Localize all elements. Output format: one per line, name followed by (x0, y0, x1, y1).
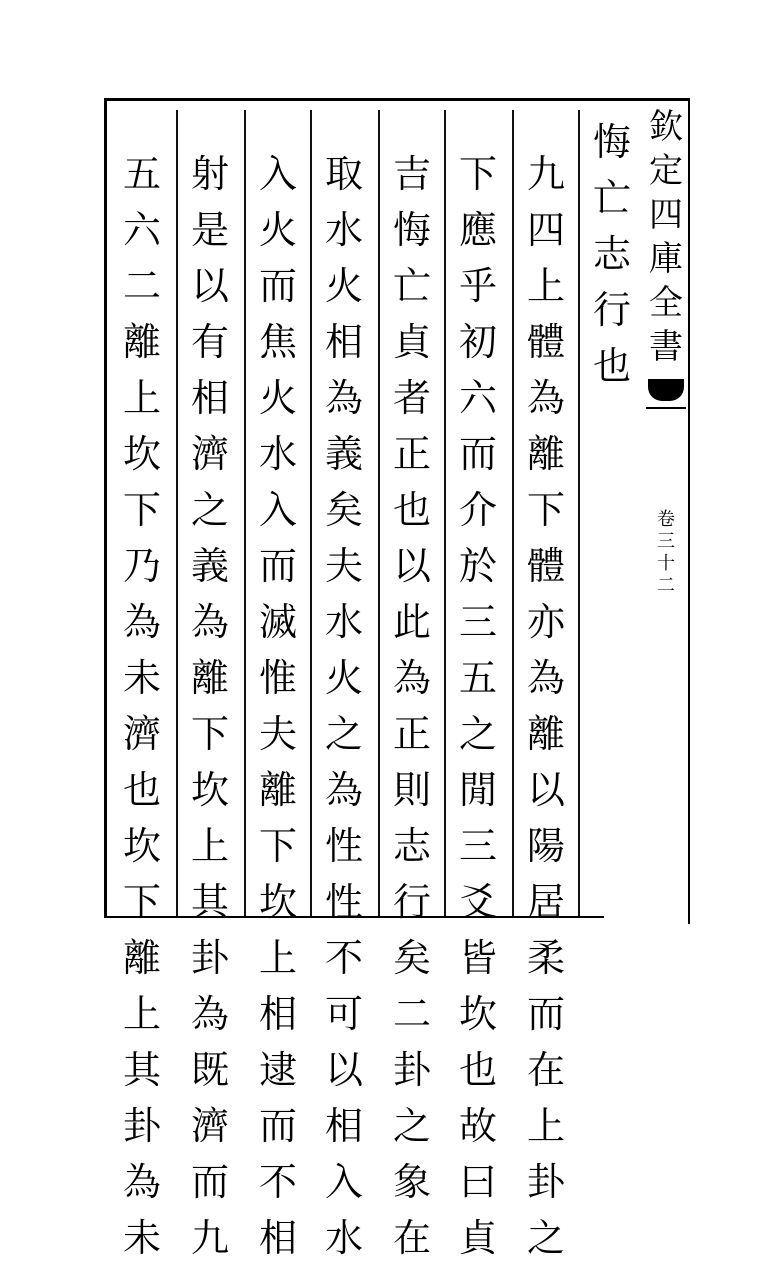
text-char: 乎 (458, 264, 497, 308)
text-char: 介 (458, 488, 497, 532)
volume-label (657, 509, 675, 597)
column-rule (310, 110, 312, 916)
text-char: 之 (324, 712, 363, 756)
text-char: 貞 (458, 1216, 497, 1260)
text-char: 離 (122, 320, 161, 364)
text-char: 上 (122, 376, 161, 420)
text-char: 水 (324, 1216, 363, 1260)
title-char: 四 (649, 195, 683, 235)
fish-tail-mark (648, 379, 684, 401)
title-char: 全 (649, 283, 683, 323)
text-char: 也 (392, 488, 431, 532)
text-char: 下 (190, 712, 229, 756)
text-char: 三 (458, 600, 497, 644)
text-char: 義 (190, 544, 229, 588)
text-char: 貞 (392, 320, 431, 364)
text-char: 離 (526, 712, 565, 756)
text-char: 卦 (392, 1048, 431, 1092)
text-char: 之 (458, 712, 497, 756)
text-char: 濟 (122, 712, 161, 756)
text-char: 六 (122, 208, 161, 252)
volume-char: 二 (657, 575, 675, 596)
text-char: 象 (392, 1160, 431, 1204)
text-char: 居 (526, 880, 565, 924)
text-char: 吉 (392, 152, 431, 196)
text-char: 悔 (392, 208, 431, 252)
text-char: 之 (190, 488, 229, 532)
text-char: 九 (526, 152, 565, 196)
text-char: 相 (190, 376, 229, 420)
text-char: 而 (190, 1160, 229, 1204)
text-char: 性 (324, 824, 363, 868)
text-char: 火 (324, 264, 363, 308)
collection-title (649, 105, 683, 369)
text-char: 亦 (526, 600, 565, 644)
margin-divider (646, 407, 686, 409)
text-char: 為 (526, 376, 565, 420)
text-char: 二 (392, 992, 431, 1036)
text-char: 志 (592, 232, 631, 276)
column-rule (176, 110, 178, 916)
text-char: 志 (392, 824, 431, 868)
text-column (384, 146, 440, 1266)
text-char: 滅 (258, 600, 297, 644)
text-char: 則 (392, 768, 431, 812)
text-char: 夫 (324, 544, 363, 588)
text-char: 乃 (122, 544, 161, 588)
text-char: 以 (392, 544, 431, 588)
text-char: 上 (258, 936, 297, 980)
text-char: 應 (458, 208, 497, 252)
title-char: 庫 (649, 239, 683, 279)
text-char: 義 (324, 432, 363, 476)
text-char: 曰 (458, 1160, 497, 1204)
title-char: 欽 (649, 107, 683, 147)
text-char: 亡 (392, 264, 431, 308)
text-char: 故 (458, 1104, 497, 1148)
text-char: 下 (122, 488, 161, 532)
text-char: 火 (258, 376, 297, 420)
text-char: 以 (324, 1048, 363, 1092)
text-char: 火 (258, 208, 297, 252)
text-char: 水 (258, 432, 297, 476)
text-char: 惟 (258, 656, 297, 700)
text-char: 為 (526, 656, 565, 700)
text-char: 取 (324, 152, 363, 196)
text-char: 下 (526, 488, 565, 532)
text-char: 皆 (458, 936, 497, 980)
text-char: 下 (122, 880, 161, 924)
text-char: 既 (190, 1048, 229, 1092)
title-char: 定 (649, 151, 683, 191)
text-char: 未 (122, 656, 161, 700)
text-column (584, 114, 640, 394)
volume-char: 十 (657, 553, 675, 574)
text-char: 爻 (458, 880, 497, 924)
text-char: 於 (458, 544, 497, 588)
text-char: 離 (526, 432, 565, 476)
text-char: 五 (122, 152, 161, 196)
text-char: 為 (190, 992, 229, 1036)
text-char: 正 (392, 432, 431, 476)
text-char: 而 (258, 264, 297, 308)
page-frame (104, 98, 688, 1260)
text-char: 為 (190, 600, 229, 644)
text-char: 坎 (122, 432, 161, 476)
text-char: 上 (122, 992, 161, 1036)
frame-left-rule (104, 98, 107, 918)
text-char: 不 (258, 1160, 297, 1204)
text-char: 也 (122, 768, 161, 812)
text-char: 在 (392, 1216, 431, 1260)
text-char: 濟 (190, 432, 229, 476)
text-char: 為 (122, 600, 161, 644)
text-char: 也 (458, 1048, 497, 1092)
text-column (316, 146, 372, 1266)
text-char: 矣 (324, 488, 363, 532)
text-char: 相 (258, 1216, 297, 1260)
text-char: 四 (526, 208, 565, 252)
column-rule (378, 110, 380, 916)
text-char: 為 (392, 656, 431, 700)
text-char: 以 (190, 264, 229, 308)
title-char: 書 (649, 327, 683, 367)
column-rule (244, 110, 246, 916)
text-char: 而 (526, 992, 565, 1036)
text-column (250, 146, 306, 1266)
text-char: 坎 (458, 992, 497, 1036)
text-char: 卦 (122, 1104, 161, 1148)
text-char: 為 (122, 1160, 161, 1204)
text-char: 未 (122, 1216, 161, 1260)
text-char: 五 (458, 656, 497, 700)
text-char: 入 (324, 1160, 363, 1204)
text-char: 九 (190, 1216, 229, 1260)
text-char: 者 (392, 376, 431, 420)
text-char: 水 (324, 208, 363, 252)
text-char: 下 (458, 152, 497, 196)
text-char: 三 (458, 824, 497, 868)
text-char: 初 (458, 320, 497, 364)
text-char: 為 (324, 376, 363, 420)
text-char: 其 (190, 880, 229, 924)
text-char: 離 (258, 768, 297, 812)
text-column (450, 146, 506, 1266)
column-rule (444, 110, 446, 916)
text-char: 坎 (190, 768, 229, 812)
text-char: 相 (324, 1104, 363, 1148)
text-char: 卦 (526, 1160, 565, 1204)
text-char: 入 (258, 152, 297, 196)
text-char: 體 (526, 544, 565, 588)
column-rule (512, 110, 514, 916)
text-char: 行 (392, 880, 431, 924)
frame-top-rule (104, 98, 688, 101)
text-char: 之 (526, 1216, 565, 1260)
text-char: 閒 (458, 768, 497, 812)
text-char: 有 (190, 320, 229, 364)
text-char: 逮 (258, 1048, 297, 1092)
text-char: 柔 (526, 936, 565, 980)
text-char: 是 (190, 208, 229, 252)
text-char: 可 (324, 992, 363, 1036)
text-char: 相 (258, 992, 297, 1036)
text-char: 火 (324, 656, 363, 700)
text-char: 上 (190, 824, 229, 868)
text-char: 矣 (392, 936, 431, 980)
text-column (114, 146, 170, 1266)
text-char: 其 (122, 1048, 161, 1092)
text-char: 以 (526, 768, 565, 812)
text-char: 坎 (122, 824, 161, 868)
text-char: 上 (526, 1104, 565, 1148)
text-char: 而 (258, 544, 297, 588)
text-column (182, 146, 238, 1266)
text-char: 離 (122, 936, 161, 980)
text-char: 體 (526, 320, 565, 364)
text-char: 悔 (592, 120, 631, 164)
column-rule (578, 110, 580, 916)
text-char: 坎 (258, 880, 297, 924)
volume-char: 卷 (657, 509, 675, 530)
text-char: 為 (324, 768, 363, 812)
text-char: 行 (592, 288, 631, 332)
volume-char: 三 (657, 531, 675, 552)
text-char: 離 (190, 656, 229, 700)
text-char: 濟 (190, 1104, 229, 1148)
text-char: 不 (324, 936, 363, 980)
text-char: 相 (324, 320, 363, 364)
page-margin (642, 105, 690, 597)
text-char: 射 (190, 152, 229, 196)
text-char: 也 (592, 344, 631, 388)
text-char: 卦 (190, 936, 229, 980)
text-column (518, 146, 574, 1266)
text-char: 六 (458, 376, 497, 420)
text-char: 下 (258, 824, 297, 868)
text-char: 亡 (592, 176, 631, 220)
text-char: 正 (392, 712, 431, 756)
text-char: 夫 (258, 712, 297, 756)
text-char: 在 (526, 1048, 565, 1092)
text-char: 之 (392, 1104, 431, 1148)
text-char: 而 (258, 1104, 297, 1148)
text-char: 此 (392, 600, 431, 644)
text-char: 二 (122, 264, 161, 308)
text-char: 焦 (258, 320, 297, 364)
text-char: 而 (458, 432, 497, 476)
text-char: 入 (258, 488, 297, 532)
text-char: 陽 (526, 824, 565, 868)
text-char: 性 (324, 880, 363, 924)
text-char: 上 (526, 264, 565, 308)
text-char: 水 (324, 600, 363, 644)
